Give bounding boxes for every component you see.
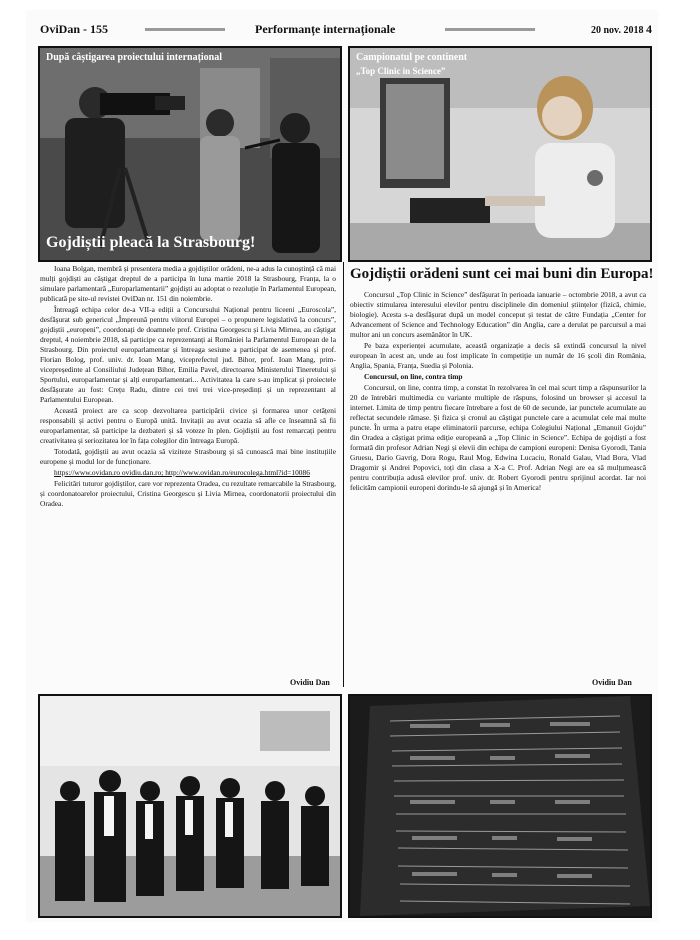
photo-caption-top-right: Campionatul pe continent (356, 52, 468, 63)
photo-caption-sub-right: „Top Clinic in Science” (356, 66, 446, 76)
issue-number: OviDan - 155 (40, 22, 109, 36)
left-byline: Ovidiu Dan (290, 678, 330, 687)
photo-results-screen (348, 694, 652, 918)
article-headline: Gojdiștii orădeni sunt cei mai buni din Europa! (350, 266, 654, 282)
results-table-screen-image (350, 696, 650, 916)
photo-group-students (38, 694, 342, 918)
right-subheading: Concursul, on line, contra timp (364, 372, 463, 381)
page-header (40, 22, 652, 40)
column-divider (343, 262, 344, 687)
section-title: Performanțe internaționale (255, 22, 396, 36)
interview-scene-image (40, 48, 340, 260)
group-of-students-image (40, 696, 340, 916)
left-paragraph: Totodată, gojdiștii au avut ocazia să viziteze Strasbourg și să cunoască mai bine instituțiile europene și modul lor de funcționare. (40, 447, 336, 466)
left-paragraph: Ioana Bolgan, membră și presentera media a gojdiștilor orădeni, ne-a adus la cunoștință că mai mulți gojdiști au câștigat dreptul de a participa în luna martie 2018 la Strasbourg, Franța, la o simulare parlamentară „Europarlamentarii” gojdiști au adoptat o rezoluție în Parlamentul European, publicată pe site-ul revistei OviDan nr. 151 din noiembrie. (40, 264, 336, 303)
left-paragraph: Această proiect are ca scop dezvoltarea participării civice și formarea unor cetățeni responsabili și activi pentru o Europă unită. Invitații au avut ocazia să afle ce înseamnă să fii europarlamentar, să participe la dezbateri și să voteze în plen. Gojdiștii au fost remarcați pentru creativitatea și seriozitatea lor în fața colegilor din întreaga Europă. (40, 406, 336, 445)
header-rule-left (145, 28, 225, 31)
right-paragraph: Pe baza experienței acumulate, această organizație a decis să extindă concursul la nivel european în acest an, unde au fost implicate în competiție un număr de 16 școli din România, Anglia, Spania, Franța, Suedia și Polonia. (350, 341, 646, 370)
right-byline: Ovidiu Dan (592, 678, 632, 687)
photo-caption-top: După câștigarea proiectului internațional (46, 52, 223, 63)
left-article-body (40, 264, 336, 676)
header-rule-right (445, 28, 535, 31)
left-paragraph: Întreagă echipa celor de-a VII-a ediții a Concursului Național pentru liceeni „Euroscola”, desfășurat sub genericul „Împreună pentru viitorul Europei – o propunere legislativă la concurs”, gojdiștii „europeni”, coordonați de doamnele prof. Cristina Georgescu și Livia Mirnea, au câștigat dreptul, 4 noiembrie 2018, să participe ca reprezentanți ai României la Parlamentul European de la Strasbourg. Din proiectul europarlamentar și întreaga sesiune a participat de asemenea și prof. Florian Bolog, prof. univ. dr. Ioan Mang, viceprefectul jud. Bihor, prof. Ioan Mang, prim-vicepreședinte al Consiliului Județean Bihor, Emilia Pavel, directoarea Ministerului Tineretului și Sportului, europarlamentar și alți europarlamentari... Activitatea la care s-au implicat și proiectele desfășurate au fost: Crețu Radu, dintre cei trei trei vice-președinți și un reprezentant al Parlamentului European. (40, 305, 336, 404)
photo-student-computer (348, 46, 652, 262)
article-links[interactable]: https://www.ovidan.ro ovidiu.dan.ro; http://www.ovidan.ro/eurocolega.html?id=10086 (54, 468, 310, 477)
student-at-computer-image (350, 48, 650, 260)
photo-strasbourg-interview (38, 46, 342, 262)
left-paragraph-closing: Felicitări tuturor gojdiștilor, care vor reprezenta Oradea, cu rezultate remarcabile la Strasbourg, și coordonatoarelor proiectului, Cristina Georgescu și Livia Mirnea, coordonatorii proiectului din Oradea. (40, 479, 336, 508)
photo-caption-headline: Gojdiștii pleacă la Strasbourg! (46, 234, 256, 251)
right-article-body (350, 290, 646, 676)
right-paragraph: Concursul „Top Clinic in Science” desfășurat în perioada ianuarie – octombrie 2018, a avut ca obiectiv stimularea interesului elevilor pentru disciplinele din domeniul științelor (fizică, chimie, biologie). Acesta s-a desfășurat după un model conceput și testat de către Fundația „Center for Advancement of Science and Technology Education” din Anglia, care a derulat pe parcursul a mai multor ani un concurs asemănător în UK. (350, 290, 646, 339)
page-date: 20 nov. 2018 4 (590, 22, 652, 36)
right-paragraph: Concursul, on line, contra timp, a constat în rezolvarea în cel mai scurt timp a răspunsurilor la 20 de întrebări multimedia cu variante multiple de răspuns, folosind un browser și accesul la internet. Limita de timp pentru fiecare întrebare a fost de 60 de secunde, iar punctele acumulate au reflectat secundele rămase. Și fizica și cronul au câștigat punctele care a acumulat cele mai multe puncte. În urma a patru etape eliminatorii parcurse, echipa Colegiului Național „Emanuil Gojdu” din Oradea a câștigat prima ediție europeană a „Top Clinic in Science”. Echipa de gojdiști a fost formată din profesor Adrian Negi și elevii din echipa de campioni europeni: Denisa Gyorodi, Tania Gruesu, Dario Gavrig, Dora Rogu, Raul Mog, Edwina Lucaciu, Ronald Galau, Vlad Bora, Vlad Dragomir și Andrei Popovici, toți din clasa a X-a C. Prof. Adrian Negi are ea să mulțumească pentru contribuția adusă elevilor prof. univ. dr. Robert Gyorodi pentru sprijinul acordat. Iar noi felicităm campionii europeni dorindu-le să ajungă și în America! (350, 383, 646, 492)
